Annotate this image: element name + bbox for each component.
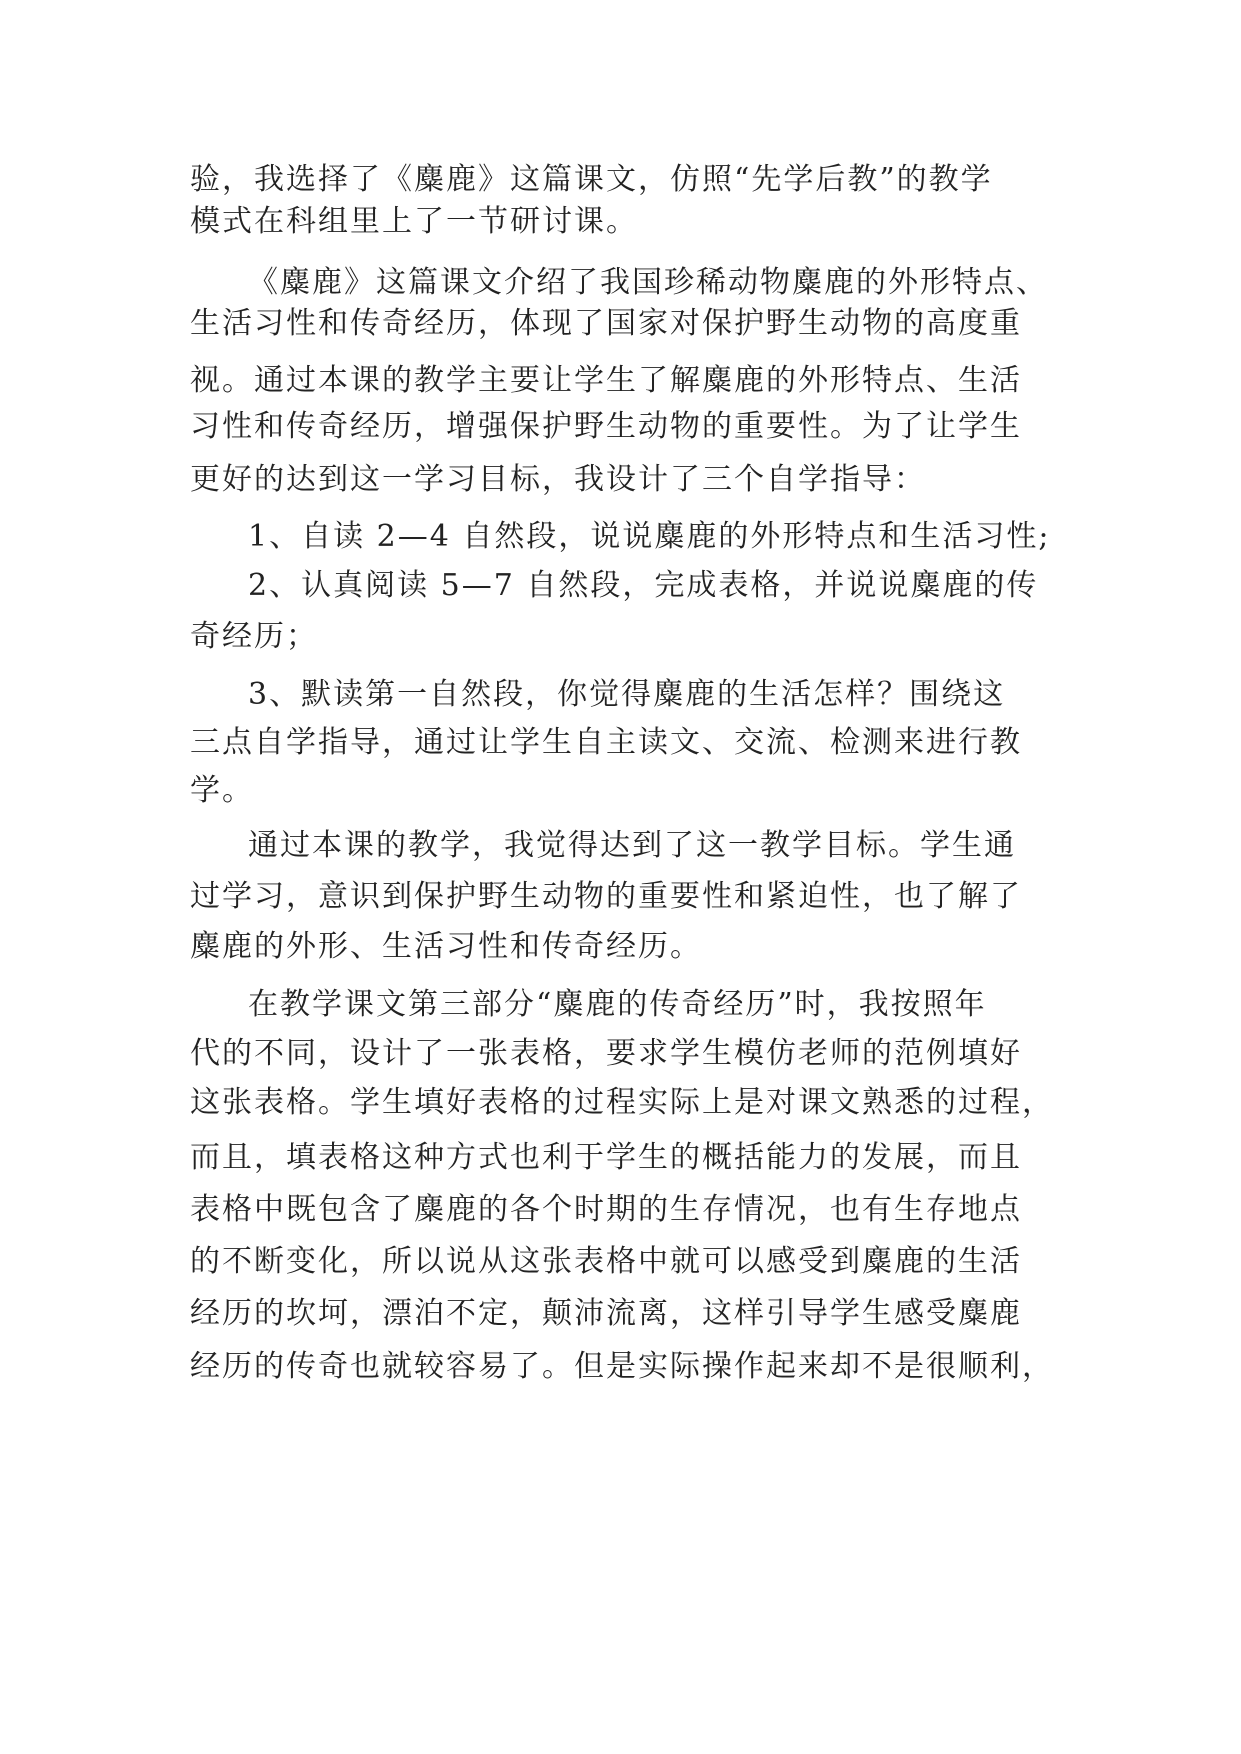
text-line: 这张表格。学生填好表格的过程实际上是对课文熟悉的过程，: [190, 1085, 1054, 1120]
text-line: 麋鹿的外形、生活习性和传奇经历。: [190, 929, 702, 964]
text-line: 2、认真阅读 5—7 自然段，完成表格，并说说麋鹿的传: [248, 568, 1039, 603]
text-line: 代的不同，设计了一张表格，要求学生模仿老师的范例填好: [190, 1036, 1022, 1071]
text-line: 过学习，意识到保护野生动物的重要性和紧迫性，也了解了: [190, 879, 1022, 914]
text-line: 在教学课文第三部分“麋鹿的传奇经历”时，我按照年: [248, 987, 987, 1022]
text-line: 三点自学指导，通过让学生自主读文、交流、检测来进行教: [190, 725, 1022, 760]
text-line: 学。: [190, 773, 254, 808]
text-line: 通过本课的教学，我觉得达到了这一教学目标。学生通: [248, 828, 1016, 863]
text-line: 3、默读第一自然段，你觉得麋鹿的生活怎样？围绕这: [248, 677, 1006, 712]
text-line: 视。通过本课的教学主要让学生了解麋鹿的外形特点、生活: [190, 363, 1022, 398]
text-line: 表格中既包含了麋鹿的各个时期的生存情况，也有生存地点: [190, 1192, 1022, 1227]
text-line: 1、自读 2—4 自然段，说说麋鹿的外形特点和生活习性;: [248, 519, 1051, 554]
text-line: 经历的传奇也就较容易了。但是实际操作起来却不是很顺利，: [190, 1349, 1054, 1384]
text-line: 习性和传奇经历，增强保护野生动物的重要性。为了让学生: [190, 409, 1022, 444]
text-line: 生活习性和传奇经历，体现了国家对保护野生动物的高度重: [190, 306, 1022, 341]
text-line: 奇经历；: [190, 619, 318, 654]
text-line: 经历的坎坷，漂泊不定，颠沛流离，这样引导学生感受麋鹿: [190, 1296, 1022, 1331]
text-line: 验，我选择了《麋鹿》这篇课文，仿照“先学后教”的教学: [190, 162, 993, 197]
text-line: 模式在科组里上了一节研讨课。: [190, 204, 638, 239]
text-line: 更好的达到这一学习目标，我设计了三个自学指导：: [190, 462, 926, 497]
text-line: 《麋鹿》这篇课文介绍了我国珍稀动物麋鹿的外形特点、: [248, 265, 1048, 300]
text-line: 的不断变化，所以说从这张表格中就可以感受到麋鹿的生活: [190, 1244, 1022, 1279]
text-line: 而且，填表格这种方式也利于学生的概括能力的发展，而且: [190, 1140, 1022, 1175]
